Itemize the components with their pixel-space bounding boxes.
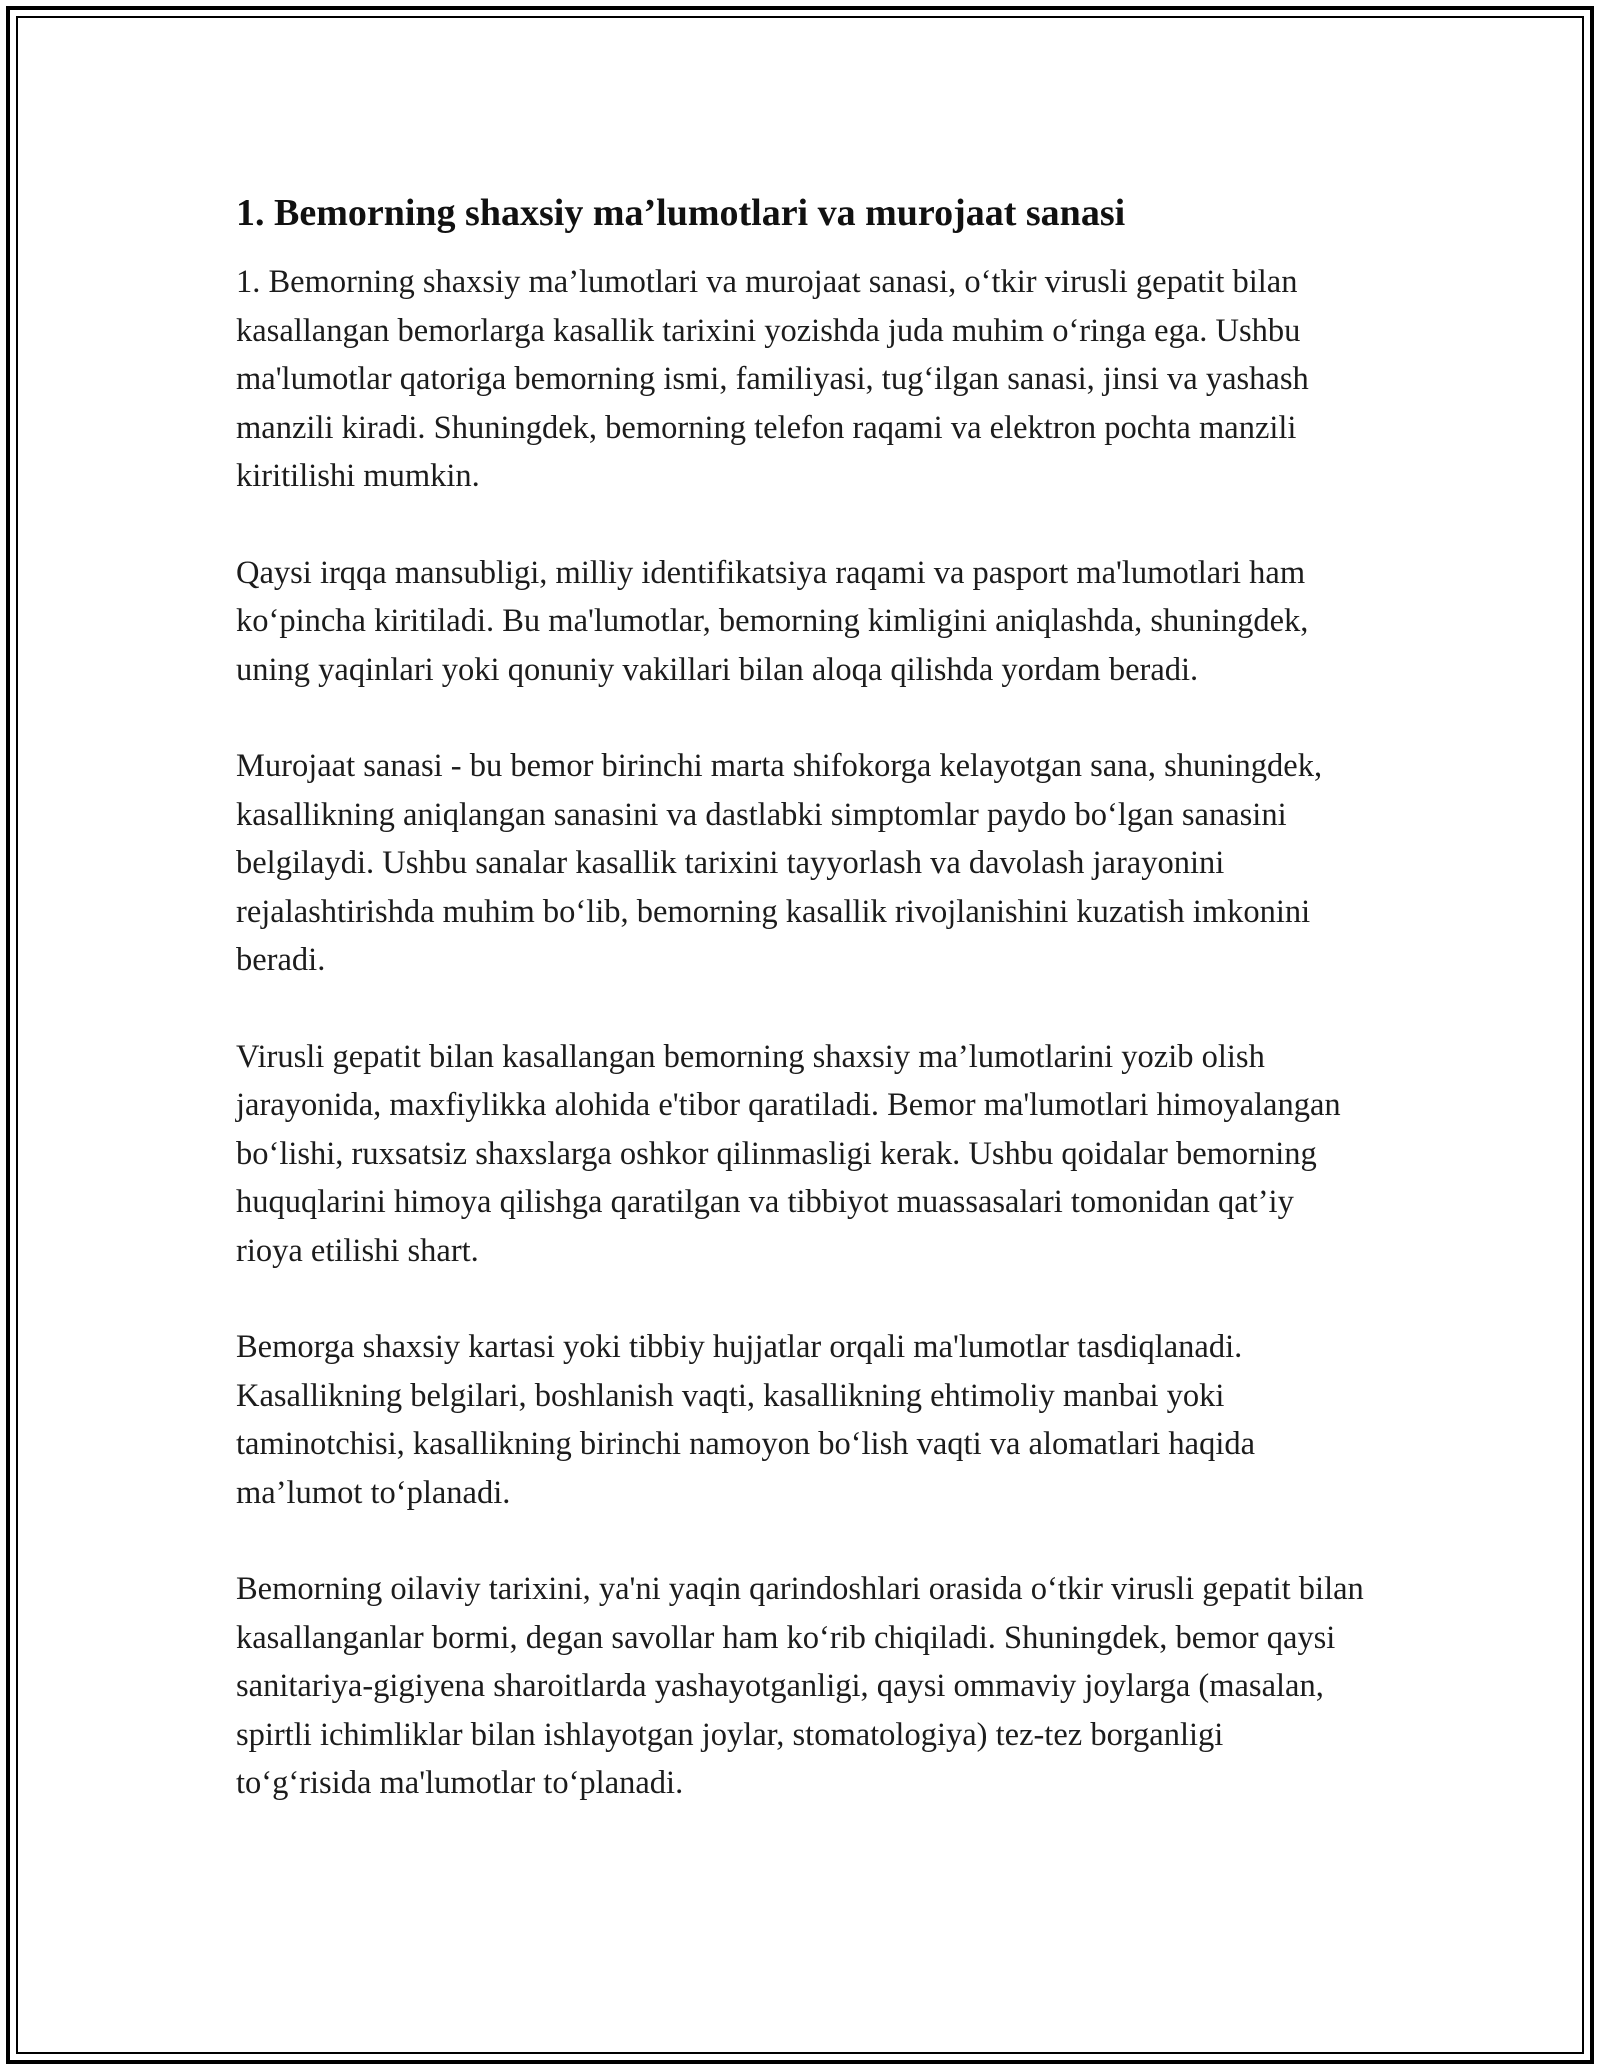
paragraph-confidentiality: Virusli gepatit bilan kasallangan bemorning shaxsiy ma’lumotlarini yozib olish jarayonida, maxfiylikka alohida e'tibor qaratiladi. Bemor ma'lumotlari himoyalangan bo‘lishi, ruxsatsiz shaxslarga oshkor qilinmasligi kerak. Ushbu qoidalar bemorning huquqlarini himoya qilishga qaratilgan va tibbiyot muassasalari tomonidan qat’iy rioya etilishi shart. [236,1038,1341,1269]
paragraph-identification: Qaysi irqqa mansubligi, milliy identifikatsiya raqami va pasport ma'lumotlari ham ko‘pincha kiritiladi. Bu ma'lumotlar, bemorning kimligini aniqlashda, shuningdek, uning yaqinlari yoki qonuniy vakillari bilan aloqa qilishda yordam beradi. [236,554,1309,688]
paragraph-verification: Bemorga shaxsiy kartasi yoki tibbiy hujjatlar orqali ma'lumotlar tasdiqlanadi. Kasallikning belgilari, boshlanish vaqti, kasallikning ehtimoliy manbai yoki taminotchisi, kasallikning birinchi namoyon bo‘lish vaqti va alomatlari haqida ma’lumot to‘planadi. [236,1329,1256,1511]
paragraph-visit-date: Murojaat sanasi - bu bemor birinchi marta shifokorga kelayotgan sana, shuningdek, kasallikning aniqlangan sanasini va dastlabki simptomlar paydo bo‘lgan sanasini belgilaydi. Ushbu sanalar kasallik tarixini tayyorlash va davolash jarayonini rejalashtirishda muhim bo‘lib, bemorning kasallik rivojlanishini kuzatish imkonini beradi. [236,748,1323,978]
paragraph-personal-data: 1. Bemorning shaxsiy ma’lumotlari va murojaat sanasi, o‘tkir virusli gepatit bilan kasallangan bemorlarga kasallik tarixini yozishda juda muhim o‘ringa ega. Ushbu ma'lumotlar qatoriga bemorning ismi, familiyasi, tug‘ilgan sanasi, jinsi va yashash manzili kiradi. Shuningdek, bemorning telefon raqami va elektron pochta manzili kiritilishi mumkin. [236,264,1309,494]
document-body [236,188,1366,1808]
paragraph-family-history: Bemorning oilaviy tarixini, ya'ni yaqin qarindoshlari orasida o‘tkir virusli gepatit bilan kasallanganlar bormi, degan savollar ham ko‘rib chiqiladi. Shuningdek, bemor qaysi sanitariya-gigiyena sharoitlarda yashayotganligi, qaysi ommaviy joylarga (masalan, spirtli ichimliklar bilan ishlayotgan joylar, stomatologiya) tez-tez borganligi to‘g‘risida ma'lumotlar to‘planadi. [236,1571,1364,1801]
section-heading: 1. Bemorning shaxsiy ma’lumotlari va murojaat sanasi [236,192,1126,234]
